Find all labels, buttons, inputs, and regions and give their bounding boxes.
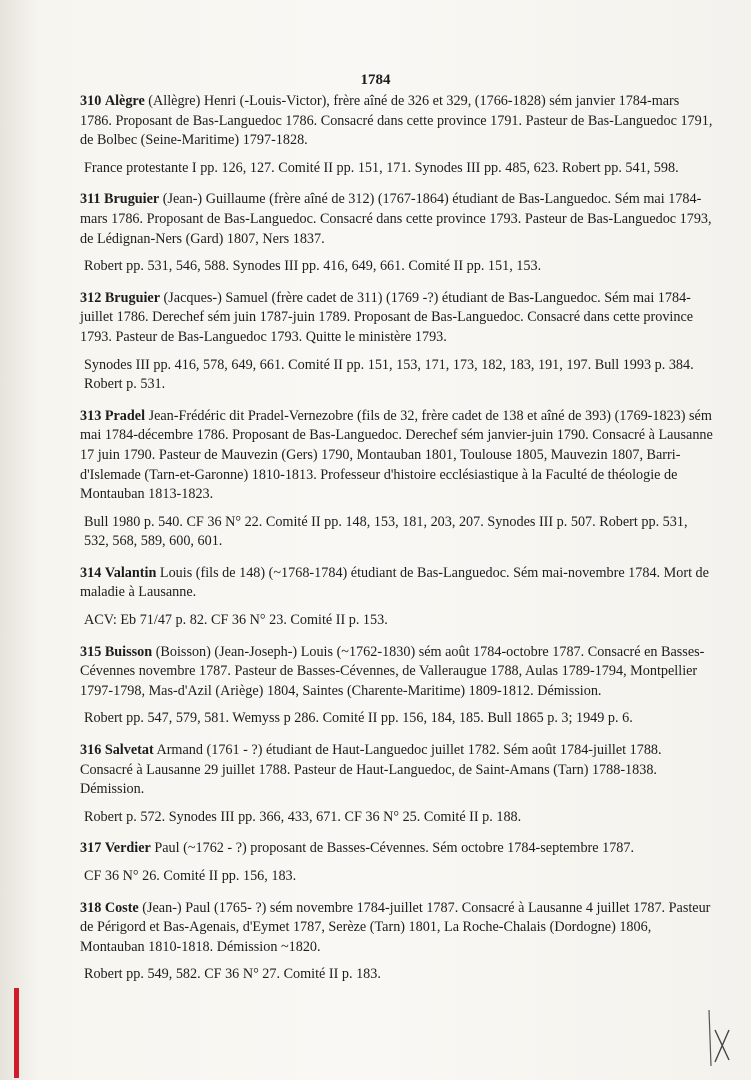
- entry-number: 310: [80, 93, 102, 109]
- entry: [80, 643, 713, 729]
- margin-marker: [14, 988, 19, 1078]
- entry-references: France protestante I pp. 126, 127. Comité II pp. 151, 171. Synodes III pp. 485, 623. Robert pp. 541, 598.: [84, 159, 679, 176]
- handwritten-mark: [703, 1000, 733, 1070]
- entry-list: [80, 92, 713, 997]
- entry-number: 311: [80, 191, 101, 208]
- entry-body: Jean-Frédéric dit Pradel-Vernezobre (fils de 32, frère cadet de 138 et aîné de 393) (1769-1823) sém mai 1784-décembre 1786. Proposant de Bas-Languedoc. Derechef sém janvier-juin 1790. Consacré à Lausanne 17 juin 1790. Pasteur de Mauvezin (Gers) 1790, Montauban 1801, Toulouse 1805, Mauvezin 1807, Barri-d'Islemade (Tarn-et-Garonne) 1810-1813. Professeur d'histoire ecclésiastique à la Faculté de théologie de Montauban 1813-1823.: [80, 407, 713, 503]
- entry-number: 315: [80, 643, 102, 660]
- entry-number: 313: [80, 407, 102, 424]
- entry: [80, 190, 713, 276]
- entry-references: CF 36 N° 26. Comité II pp. 156, 183.: [84, 868, 297, 884]
- entry-body: (Jean-) Guillaume (frère aîné de 312) (1767-1864) étudiant de Bas-Languedoc. Sém mai 1784-mars 1786. Proposant de Bas-Languedoc. Consacré dans cette province 1793. Pasteur de Bas-Languedoc 1793, de Lédignan-Ners (Gard) 1807, Ners 1837.: [80, 191, 712, 247]
- entry-references: Robert pp. 531, 546, 588. Synodes III pp. 416, 649, 661. Comité II pp. 151, 153.: [84, 258, 542, 275]
- entry-body: (Jacques-) Samuel (frère cadet de 311) (1769 -?) étudiant de Bas-Languedoc. Sém mai 1784-juillet 1786. Derechef sém juin 1787-juin 1789. Proposant de Bas-Languedoc. Consacré dans cette province 1793. Pasteur de Bas-Languedoc 1793. Quitte le ministère 1793.: [80, 289, 694, 345]
- entry-name: Bruguier: [104, 191, 160, 208]
- entry-body: (Jean-) Paul (1765- ?) sém novembre 1784-juillet 1787. Consacré à Lausanne 4 juillet 1787. Pasteur de Périgord et Bas-Agenais, d'Eymet 1787, Serèze (Tarn) 1801, La Roche-Chalais (Dordogne) 1806, Montauban 1810-1818. Démission ~1820.: [80, 899, 711, 955]
- entry-references: Bull 1980 p. 540. CF 36 N° 22. Comité II pp. 148, 153, 181, 203, 207. Synodes III p. 507. Robert pp. 531, 532, 568, 589, 600, 601.: [84, 513, 688, 550]
- entry-body: (Boisson) (Jean-Joseph-) Louis (~1762-1830) sém août 1784-octobre 1787. Consacré en Basses-Cévennes novembre 1787. Pasteur de Basses-Cévennes, de Valleraugue 1788, Aulas 1789-1794, Montpellier 1797-1798, Mas-d'Azil (Ariège) 1804, Saintes (Charente-Maritime) 1809-1812. Démission.: [80, 643, 705, 699]
- entry-name: Coste: [104, 899, 139, 916]
- entry: [80, 289, 713, 395]
- entry-name: Buisson: [104, 643, 153, 660]
- entry-name: Bruguier: [104, 289, 160, 306]
- entry: [80, 741, 713, 827]
- entry-references: Robert pp. 549, 582. CF 36 N° 27. Comité II p. 183.: [84, 966, 381, 983]
- entry-number: 316: [80, 742, 102, 759]
- entry-references: ACV: Eb 71/47 p. 82. CF 36 N° 23. Comité II p. 153.: [84, 612, 388, 629]
- page-year-heading: 1784: [360, 72, 391, 88]
- entry-body: Armand (1761 - ?) étudiant de Haut-Languedoc juillet 1782. Sém août 1784-juillet 1788. Consacré à Lausanne 29 juillet 1788. Pasteur de Haut-Languedoc, de Saint-Amans (Tarn) 1788-1838. Démission.: [80, 742, 662, 798]
- entry-references: Robert p. 572. Synodes III pp. 366, 433, 671. CF 36 N° 25. Comité II p. 188.: [84, 808, 522, 825]
- entry: [80, 564, 713, 631]
- entry-body: Louis (fils de 148) (~1768-1784) étudiant de Bas-Languedoc. Sém mai-novembre 1784. Mort de maladie à Lausanne.: [80, 564, 709, 601]
- entry: [80, 407, 713, 552]
- entry-body: (Allègre) Henri (-Louis-Victor), frère aîné de 326 et 329, (1766-1828) sém janvier 1784-mars 1786. Proposant de Bas-Languedoc 1786. Consacré dans cette province 1791. Pasteur de Bas-Languedoc 1791, de Bolbec (Seine-Maritime) 1797-1828.: [80, 93, 713, 149]
- entry-name: Alègre: [104, 93, 145, 109]
- entry-name: Valantin: [104, 564, 157, 581]
- entry: [80, 899, 713, 985]
- entry-references: Robert pp. 547, 579, 581. Wemyss p 286. Comité II pp. 156, 184, 185. Bull 1865 p. 3; 1949 p. 6.: [84, 710, 633, 727]
- entry-body: Paul (~1762 - ?) proposant de Basses-Cévennes. Sém octobre 1784-septembre 1787.: [150, 840, 635, 857]
- entry-references: Synodes III pp. 416, 578, 649, 661. Comité II pp. 151, 153, 171, 173, 182, 183, 191, 197. Bull 1993 p. 384. Robert p. 531.: [84, 356, 694, 393]
- entry: [80, 92, 713, 178]
- entry-name: Pradel: [104, 407, 146, 424]
- entry-number: 312: [80, 289, 102, 306]
- entry-number: 314: [80, 564, 102, 581]
- entry-number: 317: [80, 840, 102, 857]
- entry-number: 318: [80, 899, 102, 916]
- entry-name: Salvetat: [104, 742, 154, 759]
- entry-name: Verdier: [104, 840, 151, 857]
- entry: [80, 839, 713, 886]
